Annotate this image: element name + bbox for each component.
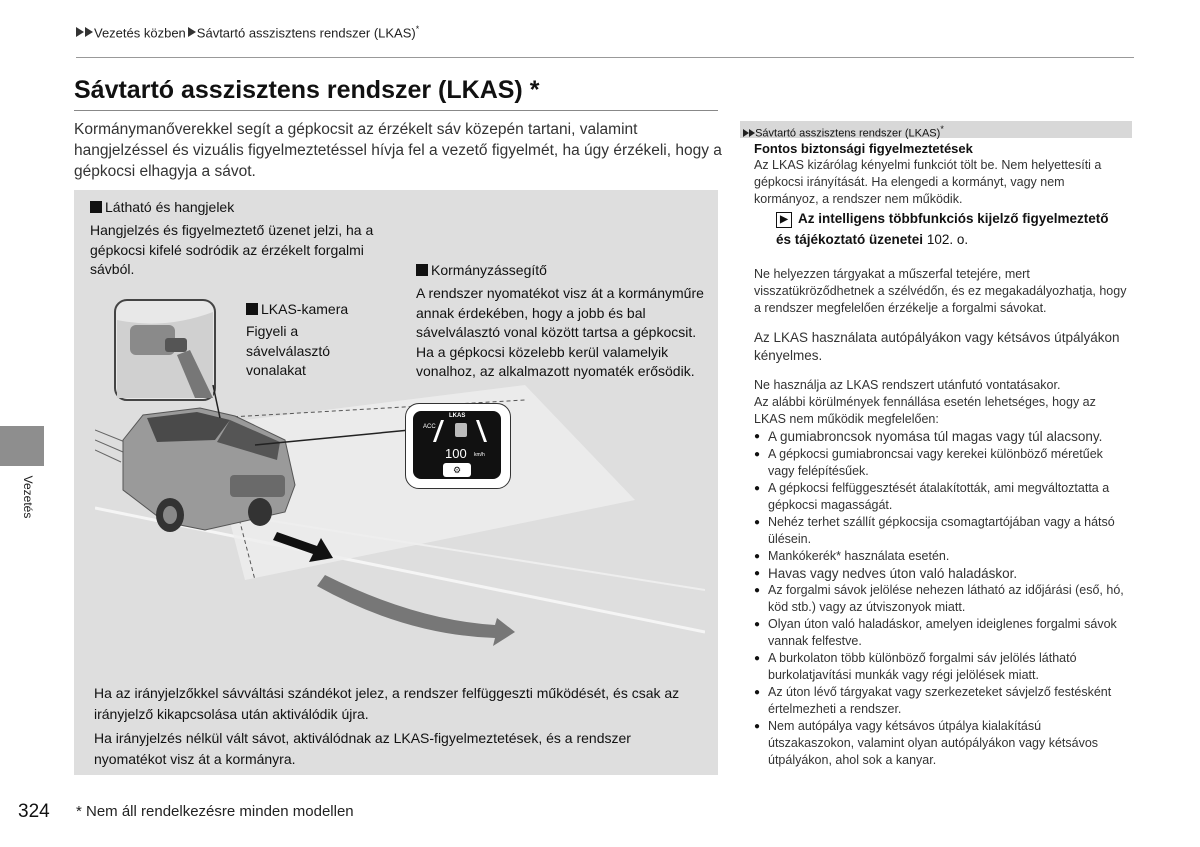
side-notes-header: Sávtartó asszisztens rendszer (LKAS)*: [740, 121, 1132, 138]
list-item: ● Havas vagy nedves úton való haladáskor.: [754, 565, 1128, 583]
camera-text: Figyeli a sávelválasztó vonalakat: [246, 323, 331, 378]
safety-heading: Fontos biztonsági figyelmeztetések: [754, 141, 973, 156]
steering-wheel-icon: ⚙: [443, 463, 471, 477]
title-asterisk: *: [529, 76, 540, 104]
list-item: ● A gépkocsi felfüggesztését átalakították, ami megváltoztatta a gépkocsi magasságát.: [754, 480, 1128, 514]
lkas-label: LKAS: [449, 413, 466, 419]
list-item: ● A gépkocsi gumiabroncsai vagy kerekei különböző méretűek vagy felépítésűek.: [754, 446, 1128, 480]
title-divider: [74, 110, 718, 111]
camera-inset: [115, 300, 215, 400]
breadcrumb-arrow-icon: [76, 27, 84, 37]
square-bullet-icon: [416, 264, 428, 276]
breadcrumb-arrow-icon: [85, 27, 93, 37]
list-item: ● Az forgalmi sávok jelölése nehezen látható az időjárási (eső, hó, köd stb.) vagy az útviszonyok miatt.: [754, 582, 1128, 616]
chapter-tab[interactable]: [0, 426, 44, 466]
header-divider: [76, 57, 1134, 58]
cross-reference-link[interactable]: ▶ Az intelligens többfunkciós kijelző figyelmeztető és tájékoztató üzenetei 102. o.: [776, 211, 1109, 247]
steering-text: A rendszer nyomatékot visz át a kormányműre annak érdekében, hogy a jobb és bal sávelválasztó vonal között tartsa a gépkocsit. Ha a gépkocsi közelebb kerül valamelyik vonalhoz, az alkalmazott nyomaték erősödik.: [416, 285, 704, 379]
no-signal-paragraph: Ha irányjelzés nélkül vált sávot, aktiválódnak az LKAS-figyelmeztetések, és a rendszer nyomatékot visz át a kormányra.: [94, 730, 631, 767]
towing-paragraph: Ne használja az LKAS rendszert utánfutó vontatásakor.: [754, 378, 1061, 392]
camera-header: LKAS-kamera: [246, 301, 348, 317]
breadcrumb-item-lkas[interactable]: Sávtartó asszisztens rendszer (LKAS): [196, 25, 416, 41]
side-notes: [740, 121, 1132, 798]
alerts-header: Látható és hangjelek: [90, 199, 234, 215]
breadcrumb: [76, 24, 419, 40]
breadcrumb-asterisk: *: [415, 24, 420, 34]
conditions-intro: Az alábbi körülmények fennállása esetén lehetséges, hogy az LKAS nem működik megfelelően:: [754, 395, 1096, 426]
list-item: ● A burkolaton több különböző forgalmi sáv jelölés látható burkolatjavítási munkák vagy régi jelölések miatt.: [754, 650, 1128, 684]
breadcrumb-arrow-icon: [188, 27, 196, 37]
acc-label: ACC: [423, 424, 436, 430]
list-item: ● A gumiabroncsok nyomása túl magas vagy túl alacsony.: [754, 428, 1128, 446]
usage-paragraph: Az LKAS használata autópályákon vagy kétsávos útpályákon kényelmes.: [754, 330, 1120, 363]
lane-car-icon: [455, 423, 467, 437]
breadcrumb-item-driving[interactable]: Vezetés közben: [94, 25, 186, 41]
page-number: 324: [18, 801, 50, 822]
conditions-list: [754, 428, 1128, 769]
instrument-display: [405, 403, 511, 489]
page-title: Sávtartó asszisztens rendszer (LKAS) *: [74, 76, 540, 104]
chapter-tab-label: Vezetés: [21, 475, 35, 519]
panel-bottom-text: [94, 683, 704, 773]
steering-header: Kormányzássegítő: [416, 262, 547, 278]
list-item: ● Nem autópálya vagy kétsávos útpálya kialakítású útszakaszokon, valamint olyan autópályákon vagy kétsávos útpályákon, ahol sok a kanyar.: [754, 718, 1128, 769]
alerts-text: Hangjelzés és figyelmeztető üzenet jelzi, ha a gépkocsi kifelé sodródik az érzékelt forgalmi sávból.: [90, 222, 374, 277]
signal-paragraph: Ha az irányjelzőkkel sávváltási szándékot jelez, a rendszer felfüggeszti működését, és csak az irányjelző kikapcsolása után aktiválódik újra.: [94, 685, 680, 722]
intro-paragraph: Kormánymanőverekkel segít a gépkocsit az érzékelt sáv közepén tartani, valamint hangjelzéssel és vizuális figyelmeztetéssel hívja fel a vezető figyelmét, ha úgy érzékeli, hogy a gépkocsi elhagyja a sávot.: [74, 121, 722, 180]
list-item: ● Nehéz terhet szállít gépkocsija csomagtartójában vagy a hátsó ülésein.: [754, 514, 1128, 548]
list-item: ● Olyan úton való haladáskor, amelyen ideiglenes forgalmi sávok vannak felfestve.: [754, 616, 1128, 650]
reference-arrow-icon: ▶: [776, 212, 792, 228]
list-item: ● Mankókerék* használata esetén.: [754, 548, 1128, 565]
list-item: ● Az úton lévő tárgyakat vagy szerkezeteket sávjelző festésként értelmezheti a rendszer.: [754, 684, 1128, 718]
speed-unit: km/h: [474, 452, 485, 458]
dashboard-paragraph: Ne helyezzen tárgyakat a műszerfal tetejére, mert visszatükröződhetnek a szélvédőn, és ez megakadályozhatja, hogy a rendszer megfelelően érzékelje a forgalmi sávokat.: [754, 267, 1127, 315]
square-bullet-icon: [90, 201, 102, 213]
footnote: * Nem áll rendelkezésre minden modellen: [76, 803, 354, 820]
safety-paragraph: Az LKAS kizárólag kényelmi funkciót tölt be. Nem helyettesíti a gépkocsi irányítását. Ha elengedi a kormányt, vagy nem kormányoz, a rendszer nem működik.: [754, 158, 1102, 206]
speed-value: 100: [445, 446, 467, 461]
lkas-illustration: [95, 290, 705, 660]
